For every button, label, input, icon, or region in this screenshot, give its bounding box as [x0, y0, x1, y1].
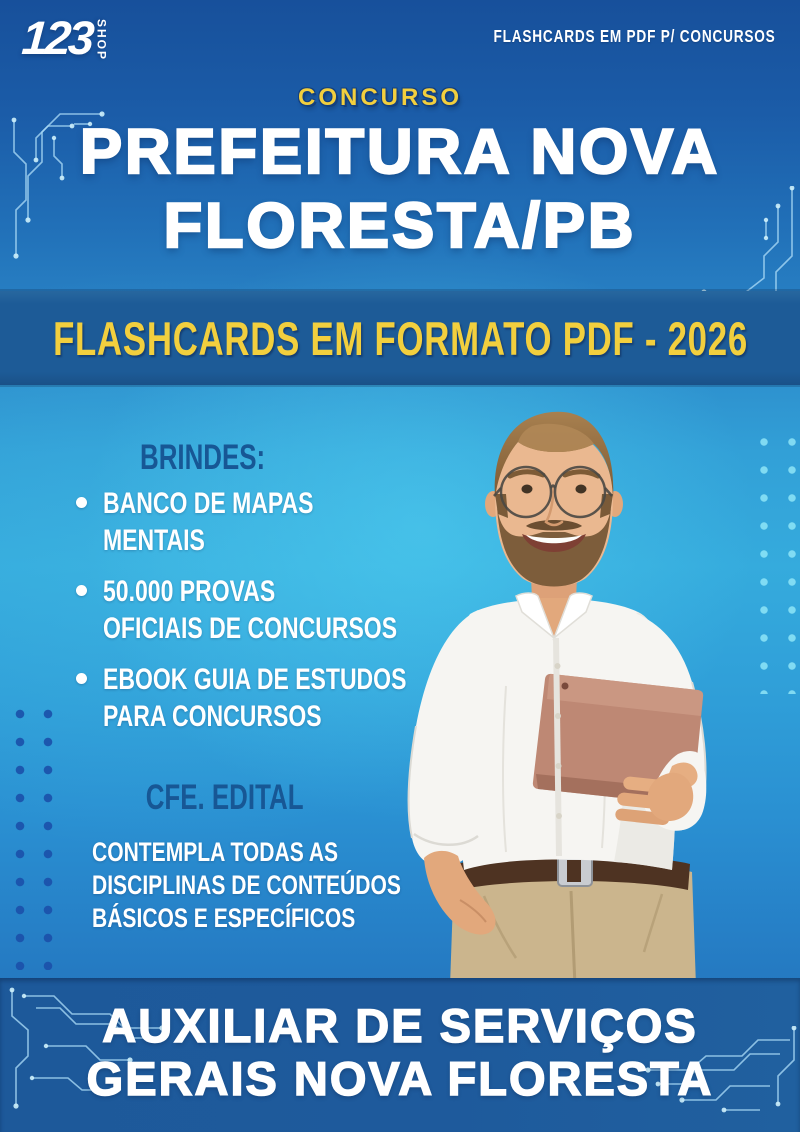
shop-logo: [20, 11, 109, 64]
list-item-text: 50.000 PROVAS OFICIAIS DE CONCURSOS: [103, 575, 398, 645]
page-title: [0, 116, 800, 263]
footer-line-1: AUXILIAR DE SERVIÇOS: [102, 999, 698, 1052]
footer-title: [0, 1000, 800, 1105]
title-line-1: PREFEITURA NOVA: [79, 117, 721, 187]
man-with-tablet-photo: [366, 386, 734, 986]
bullet-icon: [76, 673, 87, 684]
edital-heading: CFE. EDITAL: [146, 778, 304, 817]
footer-line-2: GERAIS NOVA FLORESTA: [86, 1051, 714, 1105]
list-item-text: BANCO DE MAPAS MENTAIS: [103, 487, 314, 557]
ribbon-label: FLASHCARDS EM FORMATO PDF - 2026: [52, 311, 748, 365]
logo-number: 123: [20, 11, 94, 64]
logo-word: SHOP: [94, 19, 109, 62]
header-tagline: FLASHCARDS EM PDF P/ CONCURSOS: [493, 26, 776, 46]
list-item-text: EBOOK GUIA DE ESTUDOS PARA CONCURSOS: [103, 663, 407, 733]
bullet-icon: [76, 497, 87, 508]
dot-grid-left: [6, 700, 62, 970]
ribbon-banner: [0, 291, 800, 385]
title-line-2: FLORESTA/PB: [163, 190, 637, 261]
kicker-concurso: CONCURSO: [297, 84, 462, 111]
footer-banner: [0, 978, 800, 1132]
head: [485, 412, 623, 587]
brindes-heading: BRINDES:: [140, 438, 266, 477]
edital-text: CONTEMPLA TODAS AS DISCIPLINAS DE CONTEÚDOS BÁSICOS E ESPECÍFICOS: [92, 837, 401, 934]
bullet-icon: [76, 585, 87, 596]
dot-grid-right: [750, 428, 800, 694]
